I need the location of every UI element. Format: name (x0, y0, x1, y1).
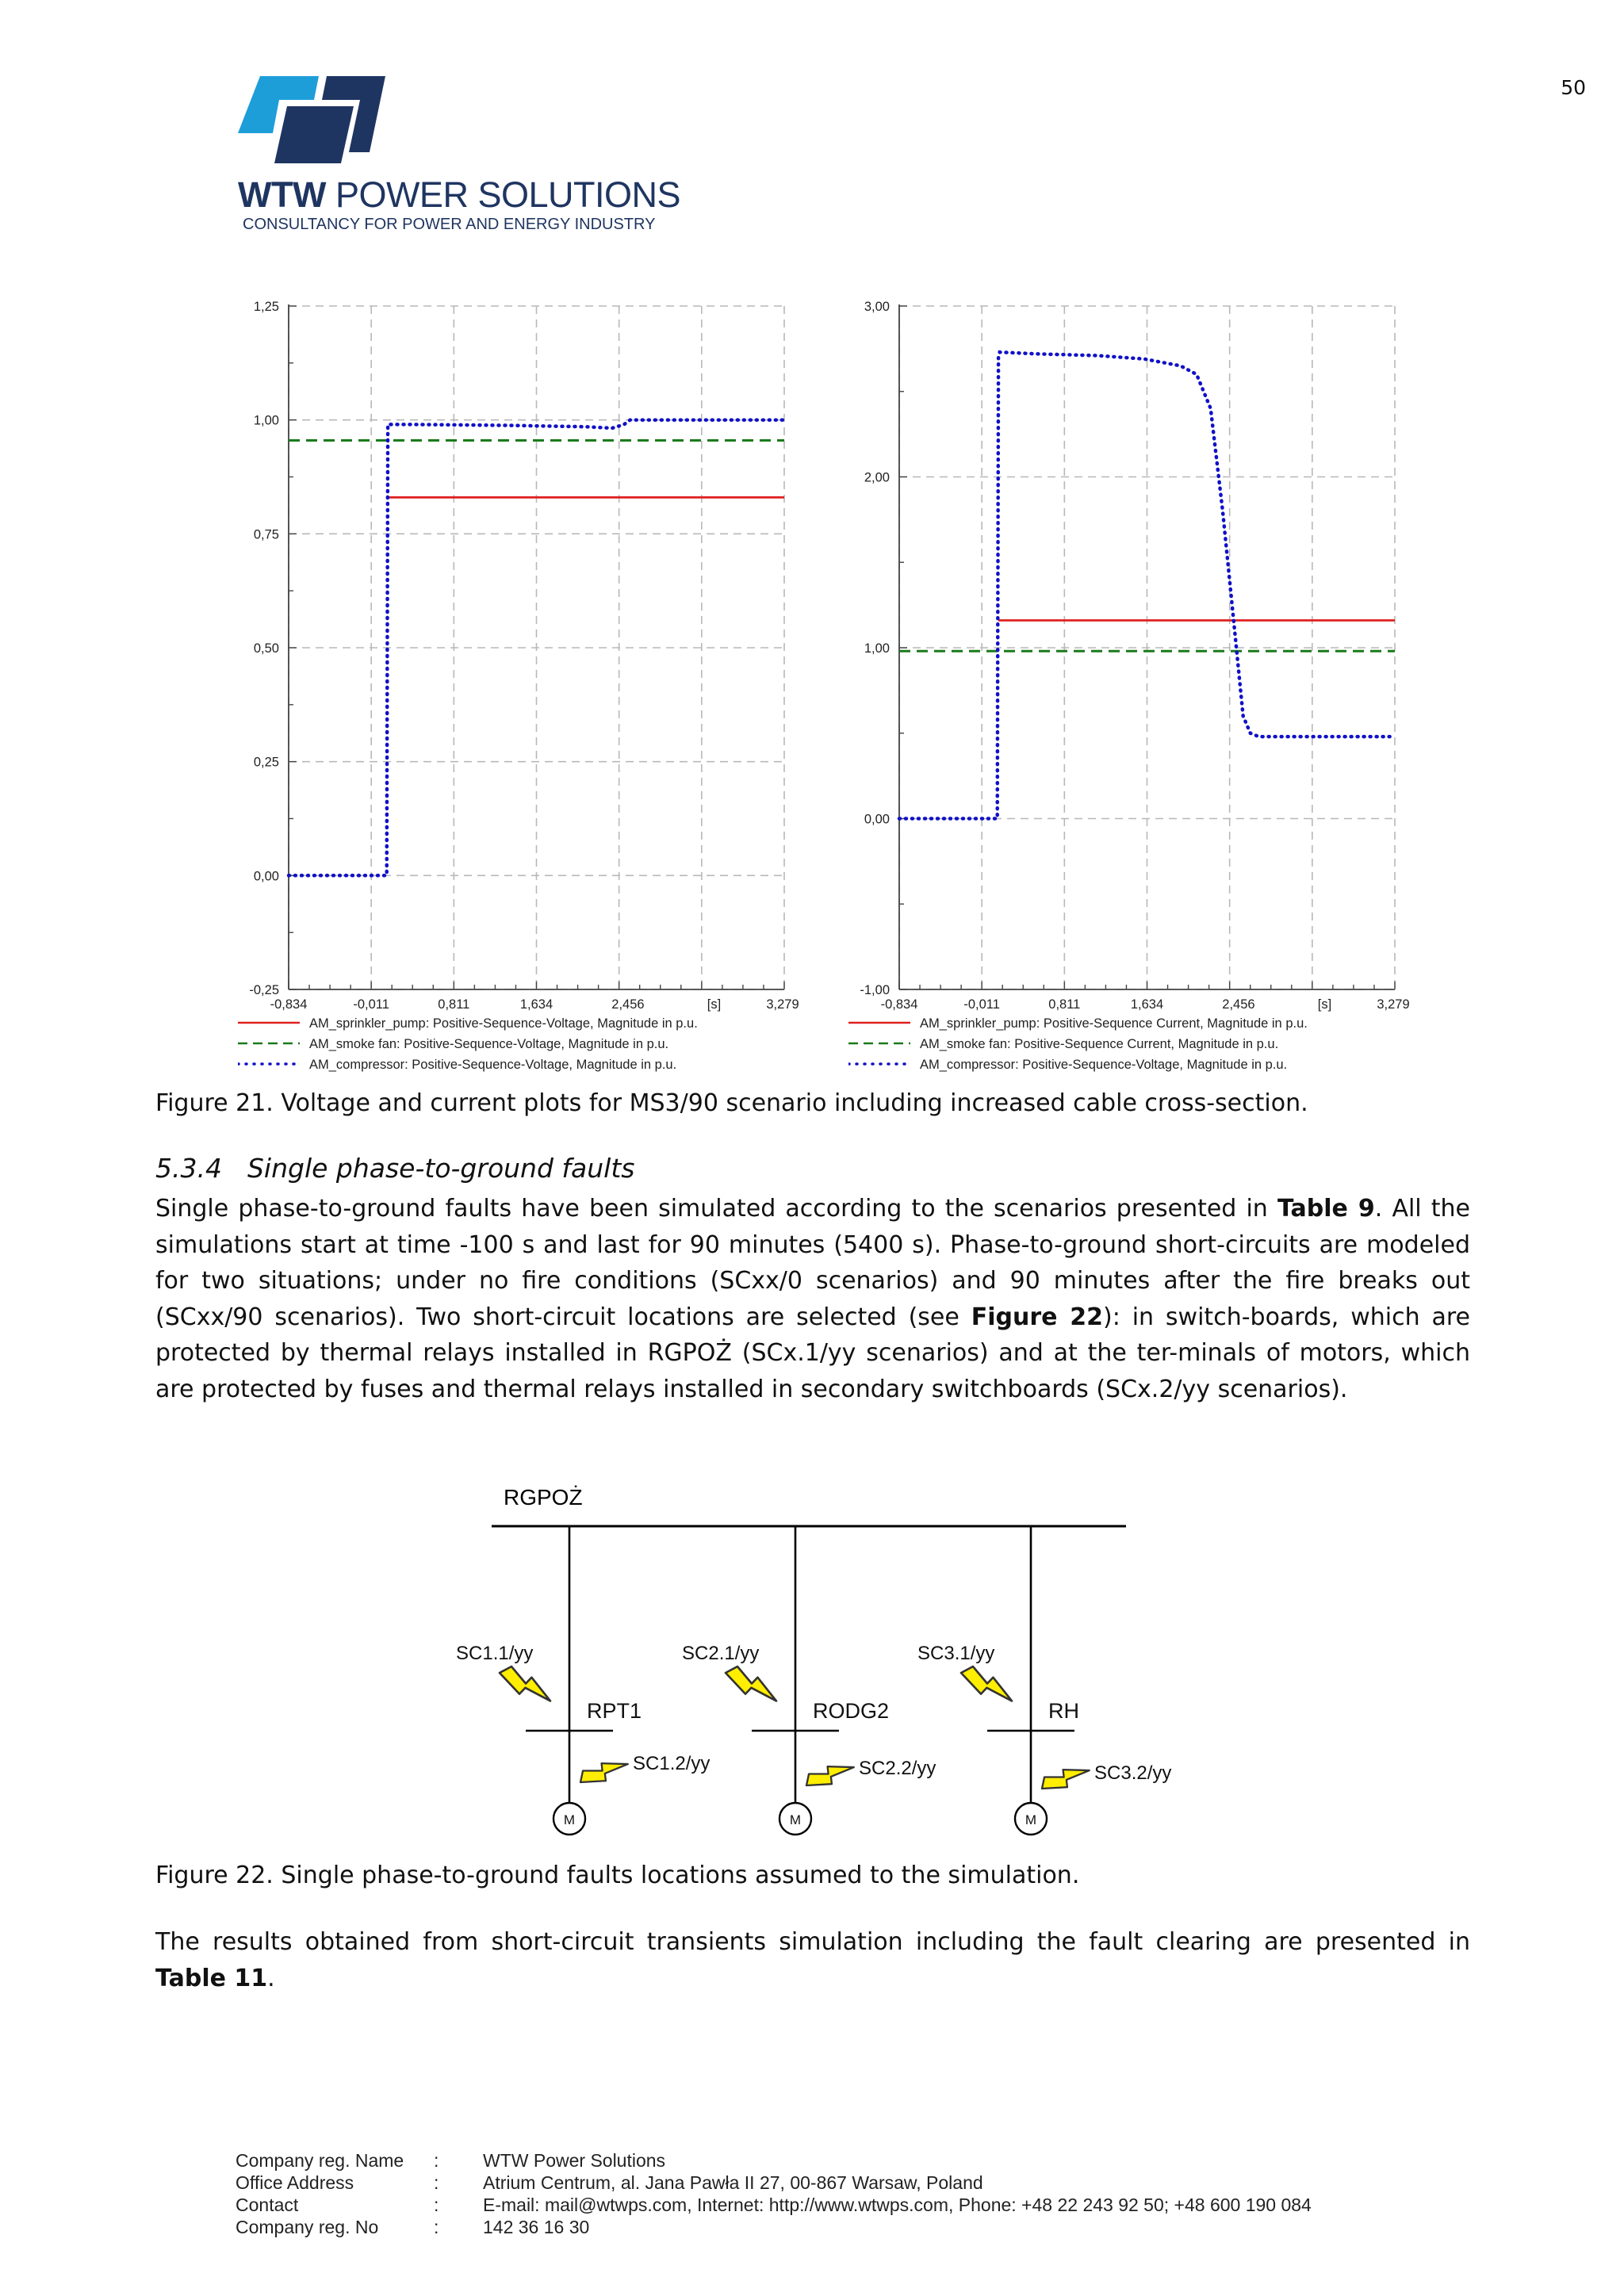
x-tick-label: -0,834 (270, 997, 308, 1012)
company-logo (238, 76, 682, 235)
x-tick-label: 0,811 (1048, 997, 1081, 1012)
y-tick-label: 1,25 (253, 300, 279, 314)
footer-key: Office Address (236, 2172, 354, 2193)
y-tick-label: 0,50 (253, 641, 279, 656)
x-tick-label: 2,456 (611, 997, 645, 1012)
footer-separator: : (434, 2150, 439, 2171)
figure-21-caption: Figure 21. Voltage and current plots for MS3/90 scenario including increased cable cross-section. (155, 1089, 1308, 1117)
section-title: Single phase-to-ground faults (247, 1153, 635, 1184)
x-tick-label: -0,011 (963, 997, 1000, 1012)
x-unit-label: [s] (707, 997, 722, 1012)
paragraph-1: Single phase-to-ground faults have been simulated according to the scenarios presented in Table 9. All the simulations start at time -100 s and last for 90 minutes (5400 s). Phase-to-ground short-circuits are modeled for two situations; under no fire conditions (SCxx/0 scenarios) and 90 minutes after the fire breaks out (SCxx/90 scenarios). Two short-circuit locations are selected (see Figure 22): in switch-boards, which are protected by thermal relays installed in RGPOŻ (SCx.1/yy scenarios) and at the ter-minals of motors, which are protected by fuses and thermal relays installed in secondary switchboards (SCx.2/yy scenarios). (155, 1195, 1470, 1403)
footer-separator: : (434, 2172, 439, 2193)
fault-label-lower: SC3.2/yy (1094, 1762, 1172, 1784)
y-tick-label: 0,00 (253, 869, 279, 884)
fault-label-upper: SC3.1/yy (917, 1643, 995, 1664)
motor-label: M (789, 1812, 802, 1827)
paragraph-2: The results obtained from short-circuit transients simulation including the fault clearing are presented in Table 11. (155, 1928, 1470, 1992)
x-tick-label: 1,634 (1130, 997, 1164, 1012)
y-tick-label: 0,25 (253, 755, 279, 770)
y-tick-label: 2,00 (864, 470, 890, 485)
legend-label-3: AM_compressor: Positive-Sequence-Voltage, Magnitude in p.u. (920, 1058, 1288, 1072)
lightning-bolt-icon (960, 1658, 1012, 1714)
x-unit-label: [s] (1317, 997, 1332, 1012)
lightning-bolt-icon (725, 1658, 776, 1714)
x-tick-label: 3,279 (1377, 997, 1410, 1012)
company-footer (236, 2149, 1312, 2238)
current-chart (848, 290, 1451, 1083)
footer-row (236, 2194, 1312, 2216)
footer-row (236, 2149, 1312, 2172)
y-tick-label: -1,00 (860, 983, 890, 997)
y-tick-label: 0,00 (864, 812, 890, 827)
logo-name: WTW POWER SOLUTIONS (238, 174, 680, 215)
footer-key: Company reg. Name (236, 2150, 404, 2171)
section-heading (155, 1153, 660, 1184)
table-11-ref: Table 11 (155, 1964, 268, 1992)
fault-label-lower: SC1.2/yy (633, 1753, 710, 1774)
section-number: 5.3.4 (155, 1153, 222, 1184)
lightning-bolt-icon (805, 1754, 854, 1799)
main-bus-label: RGPOŻ (504, 1485, 583, 1510)
y-tick-label: -0,25 (249, 983, 279, 997)
x-tick-label: 1,634 (519, 997, 553, 1012)
fault-label-lower: SC2.2/yy (859, 1758, 936, 1779)
lightning-bolt-icon (1040, 1757, 1090, 1802)
x-tick-label: 0,811 (438, 997, 470, 1012)
logo-tagline: CONSULTANCY FOR POWER AND ENERGY INDUSTRY (243, 216, 656, 233)
footer-key: Contact (236, 2195, 299, 2215)
fault-label-upper: SC2.1/yy (682, 1643, 760, 1664)
legend-label-1: AM_sprinkler_pump: Positive-Sequence-Voltage, Magnitude in p.u. (309, 1016, 698, 1031)
footer-separator: : (434, 2217, 439, 2237)
x-tick-label: -0,011 (353, 997, 389, 1012)
x-tick-label: 2,456 (1222, 997, 1255, 1012)
motor-label: M (1025, 1812, 1037, 1827)
voltage-chart (238, 290, 841, 1083)
motor-label: M (563, 1812, 576, 1827)
legend-label-2: AM_smoke fan: Positive-Sequence-Voltage, Magnitude in p.u. (309, 1037, 669, 1051)
fault-label-upper: SC1.1/yy (456, 1643, 534, 1664)
footer-row (236, 2172, 1312, 2194)
footer-value: Atrium Centrum, al. Jana Pawła II 27, 00-867 Warsaw, Poland (483, 2172, 983, 2193)
legend-label-2: AM_smoke fan: Positive-Sequence Current, Magnitude in p.u. (920, 1037, 1279, 1051)
y-tick-label: 3,00 (864, 300, 890, 314)
fault-locations-diagram (428, 1475, 1174, 1855)
x-tick-label: 3,279 (766, 997, 799, 1012)
lightning-bolt-icon (579, 1751, 628, 1796)
board-label: RH (1048, 1699, 1079, 1723)
footer-value: WTW Power Solutions (483, 2150, 666, 2171)
x-tick-label: -0,834 (880, 997, 918, 1012)
board-label: RODG2 (813, 1699, 890, 1723)
board-label: RPT1 (587, 1699, 642, 1723)
footer-value: 142 36 16 30 (483, 2217, 590, 2237)
logo-mark-icon (238, 76, 396, 163)
footer-value: E-mail: mail@wtwps.com, Internet: http://www.wtwps.com, Phone: +48 22 243 92 50; +48 600 190 084 (483, 2195, 1312, 2215)
page-number: 50 (1561, 76, 1586, 99)
y-tick-label: 0,75 (253, 527, 279, 542)
figure-22-caption: Figure 22. Single phase-to-ground faults locations assumed to the simulation. (155, 1862, 1080, 1889)
footer-row (236, 2216, 1312, 2238)
y-tick-label: 1,00 (864, 641, 890, 656)
footer-separator: : (434, 2195, 439, 2215)
legend-label-1: AM_sprinkler_pump: Positive-Sequence Current, Magnitude in p.u. (920, 1016, 1308, 1031)
table-9-ref: Table 9 (1277, 1195, 1375, 1223)
footer-key: Company reg. No (236, 2217, 379, 2237)
y-tick-label: 1,00 (253, 413, 279, 428)
figure-22-ref: Figure 22 (971, 1303, 1104, 1331)
legend-label-3: AM_compressor: Positive-Sequence-Voltage, Magnitude in p.u. (309, 1058, 677, 1072)
lightning-bolt-icon (499, 1658, 550, 1714)
